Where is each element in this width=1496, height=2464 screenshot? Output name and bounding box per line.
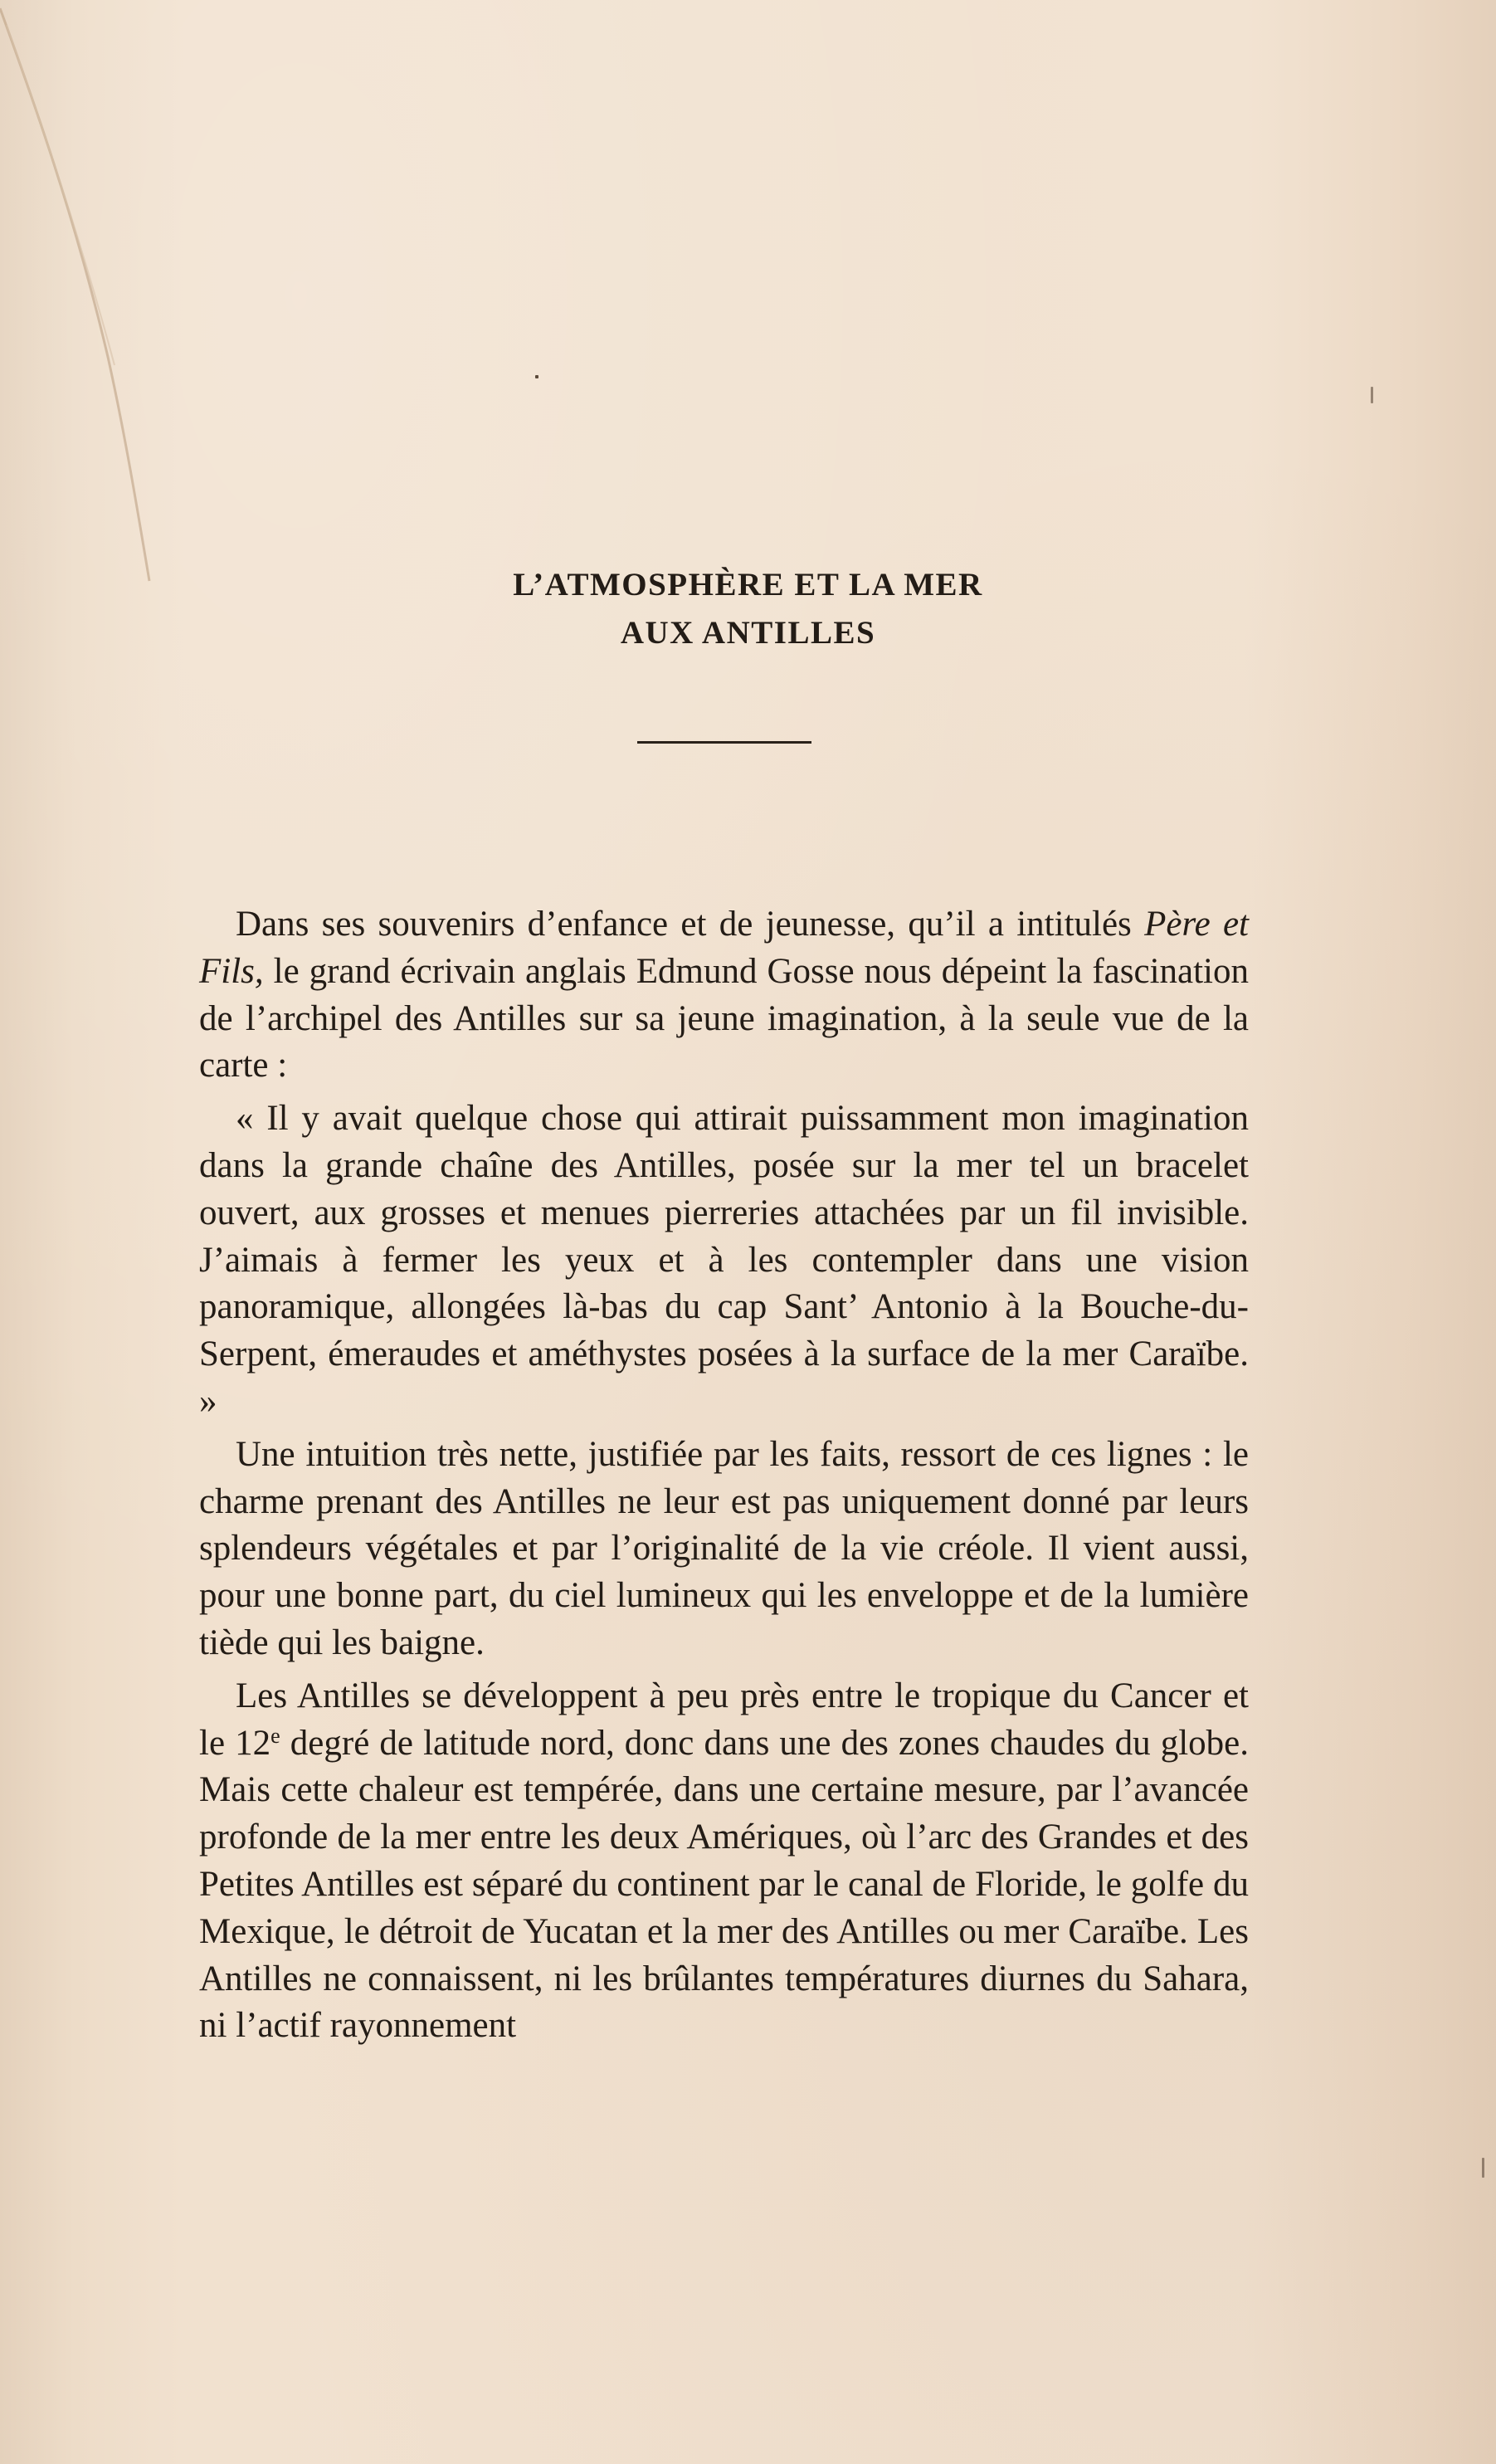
paragraph-introduction xyxy=(199,901,1249,1090)
chapter-title xyxy=(0,561,1496,657)
page-crease-mark xyxy=(0,0,199,631)
paragraph-text: degré de latitude nord, donc dans une des zones chaudes du globe. Mais cette chaleur est tempérée, dans une certaine mesure, par l’avancée profonde de la mer entre les deux Amériques, où l’arc des Grandes et des Petites Antilles est séparé du continent par le canal de Floride, le golfe du Mexique, le détroit de Yucatan et la mer des Antilles ou mer Caraïbe. Les Antilles ne connaissent, ni les brûlantes températures diurnes du Sahara, ni l’actif rayonnement xyxy=(199,1723,1249,2046)
paragraph-text: le grand écrivain anglais Edmund Gosse nous dépeint la fascination de l’archipel des Antilles sur sa jeune imagination, à la seule vue de la carte : xyxy=(199,951,1249,1086)
paragraph-text: Les Antilles se développent à peu près entre le tropique du Cancer et le 12 xyxy=(199,1676,1249,1763)
paper-speck-mark xyxy=(535,375,538,378)
paragraph-quotation: « Il y avait quelque chose qui attirait puissamment mon imagination dans la grande chaîne des Antilles, posée sur la mer tel un bracelet ouvert, aux grosses et menues pierreries attachées par un fil invisible. J’aimais à fermer les yeux et à les contempler dans une vision panoramique, allongées là-bas du cap Sant’ Antonio à la Bouche-du-Serpent, émeraudes et améthystes posées à la surface de la mer Caraïbe. » xyxy=(199,1099,1249,1421)
title-divider xyxy=(637,741,811,744)
paragraph-geography xyxy=(199,1673,1249,2050)
book-title: Père et Fils, xyxy=(199,905,1249,991)
chapter-title-line-2: AUX ANTILLES xyxy=(620,615,876,651)
paragraph-intuition: Une intuition très nette, justifiée par les faits, ressort de ces lignes : le charme prenant des Antilles ne leur est pas uniquement donné par leurs splendeurs végétales et par l’originalité de la vie créole. Il vient aussi, pour une bonne part, du ciel lumineux qui les enveloppe et de la lumière tiède qui les baigne. xyxy=(199,1434,1249,1662)
chapter-title-line-1: L’ATMOSPHÈRE ET LA MER xyxy=(513,567,983,603)
body-text xyxy=(199,901,1249,2050)
paper-speck-mark xyxy=(1371,387,1373,403)
paragraph-text: Dans ses souvenirs d’enfance et de jeunesse, qu’il a intitulés xyxy=(236,905,1132,944)
paper-speck-mark xyxy=(1482,2158,1484,2178)
ordinal-superscript: e xyxy=(270,1723,280,1748)
